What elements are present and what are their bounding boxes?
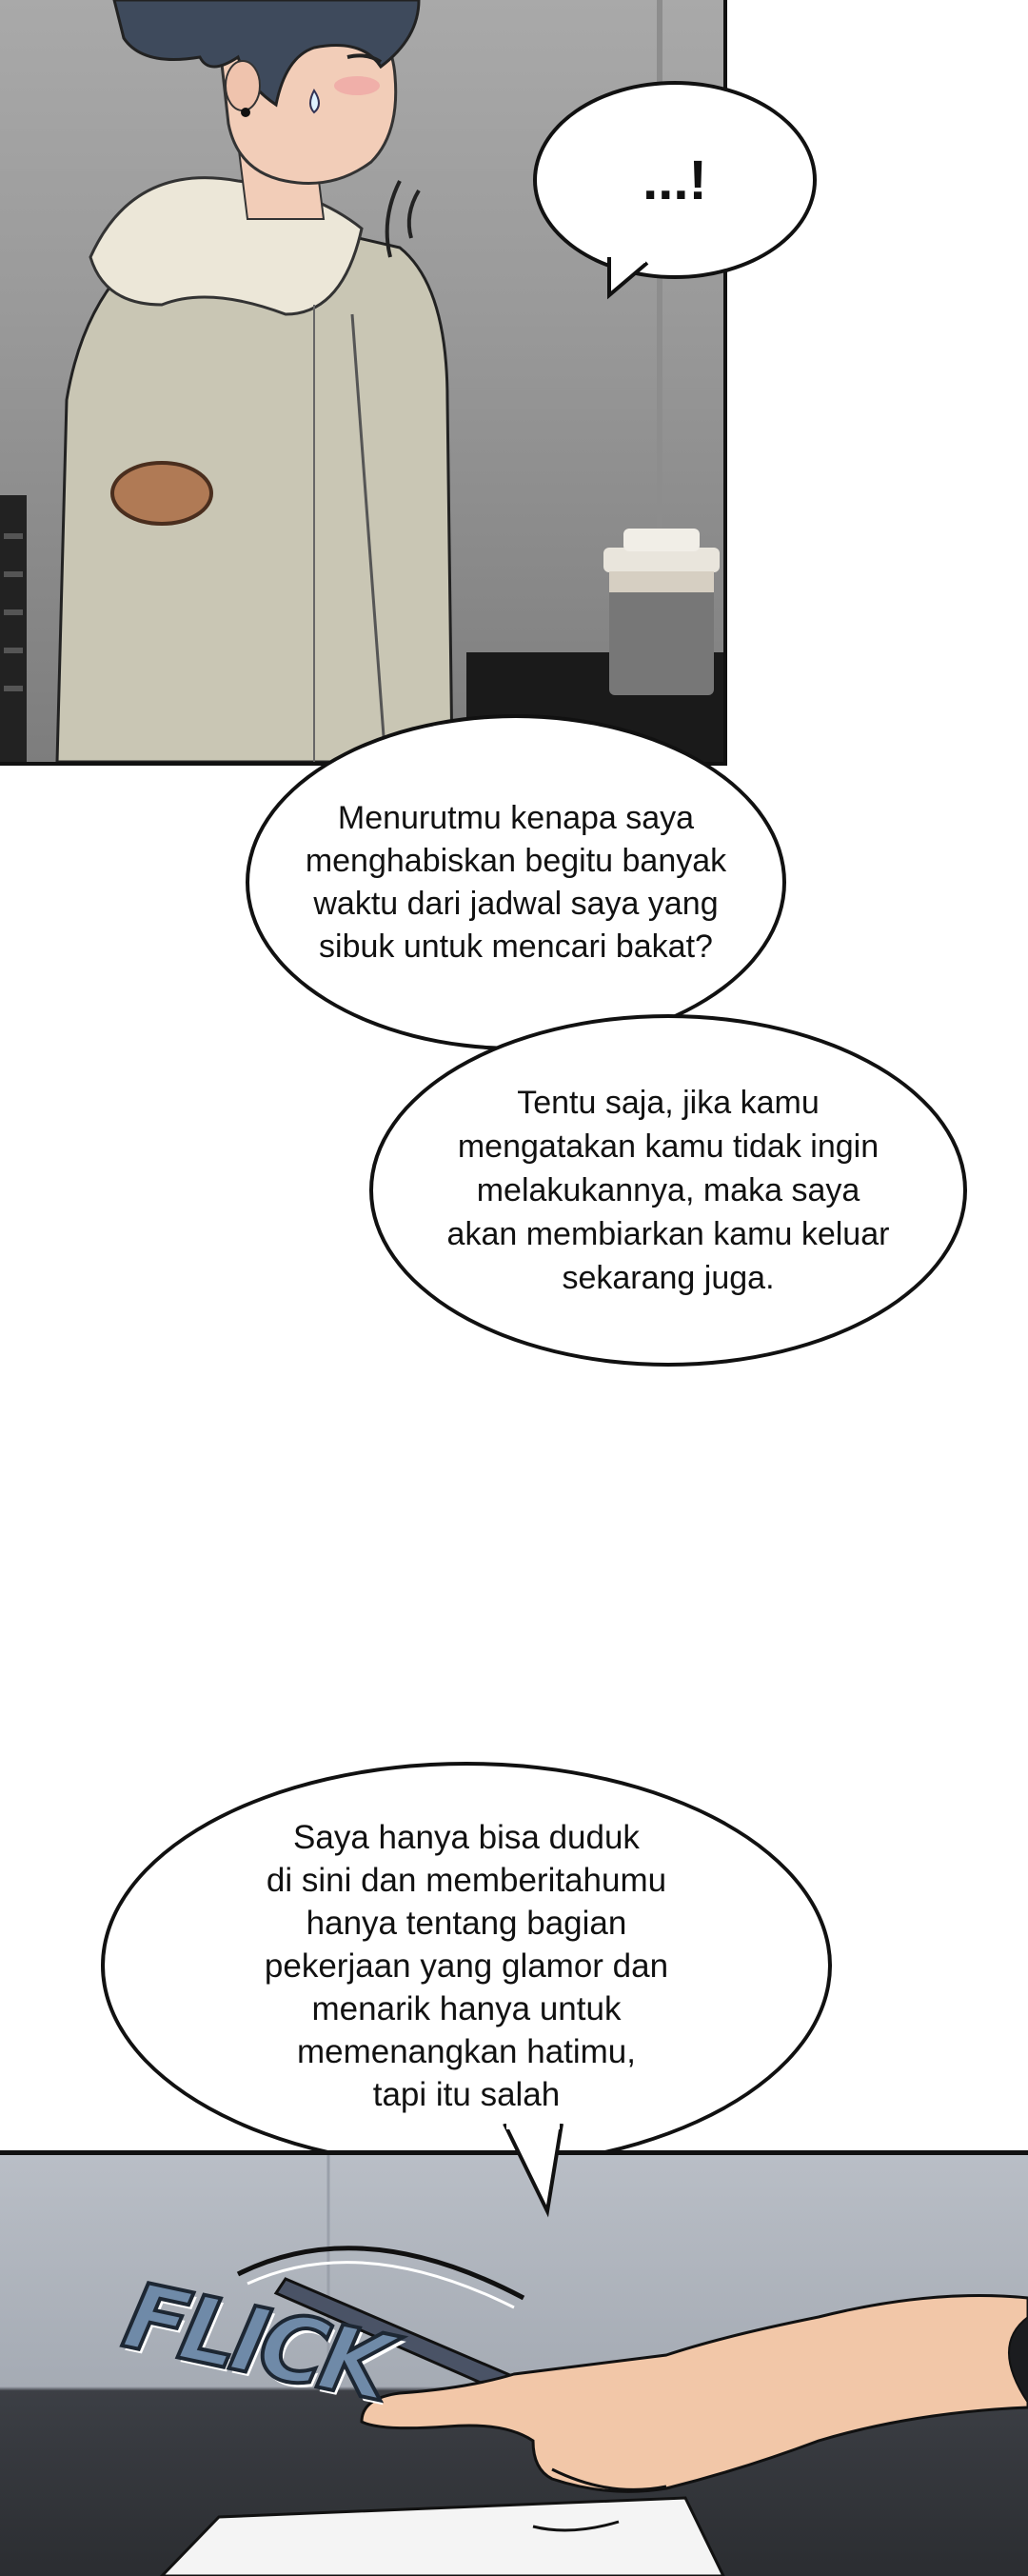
speech-bubble-2-text: Tentu saja, jika kamu mengatakan kamu tidak ingin melakukannya, maka saya akan membiarkan kamu keluar sekarang juga. — [446, 1085, 890, 1296]
flick-sound-effect: FLICK — [115, 2262, 396, 2422]
speech-bubble-exclaim — [533, 81, 817, 279]
speech-bubble-1-text: Menurutmu kenapa saya menghabiskan begitu banyak waktu dari jadwal saya yang sibuk untuk mencari bakat? — [305, 799, 727, 965]
speech-tail-3 — [495, 2124, 600, 2228]
speech-bubble-3 — [101, 1762, 832, 2169]
speech-bubble-exclaim-text: ...! — [642, 149, 707, 211]
speech-tail-exclaim — [600, 257, 676, 324]
chair — [0, 495, 27, 762]
speech-bubble-2 — [369, 1014, 967, 1367]
character-man — [57, 0, 452, 762]
coffee-cup-icon — [603, 529, 720, 695]
paper-sheet — [162, 2498, 723, 2576]
speech-bubble-3-text: Saya hanya bisa duduk di sini dan memberitahumu hanya tentang bagian pekerjaan yang glamor dan menarik hanya untuk memenangkan hatimu, tapi itu salah — [264, 1818, 669, 2113]
hand — [362, 2296, 1028, 2531]
speech-bubble-1 — [246, 714, 786, 1050]
sleeve-patch — [112, 463, 211, 524]
